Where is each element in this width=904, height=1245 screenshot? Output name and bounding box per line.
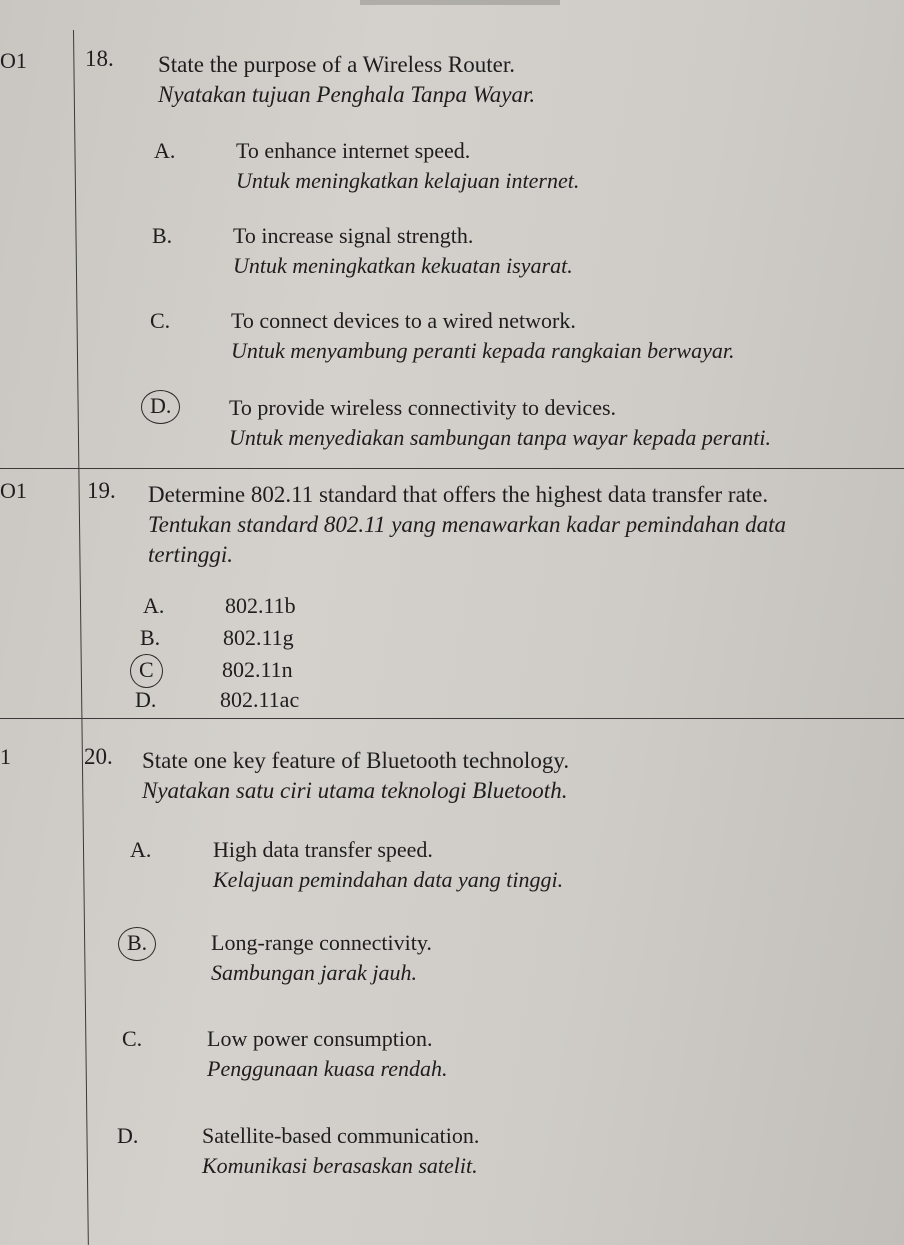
option-text-my: Untuk menyambung peranti kepada rangkaian berwayar. [231,338,735,363]
option-text-en: Satellite-based communication. [202,1123,480,1148]
question-text-en: State the purpose of a Wireless Router. [158,52,515,77]
option-d [220,685,299,715]
option-text-en: Long-range connectivity. [211,930,432,955]
question-number: 19. [87,478,116,503]
question-text-my: Nyatakan tujuan Penghala Tanpa Wayar. [158,82,536,107]
option-text-my: Untuk meningkatkan kekuatan isyarat. [233,253,573,278]
answer-circle-mark: D. [141,390,180,424]
question-number: 18. [85,46,114,71]
option-text-my: Penggunaan kuasa rendah. [207,1056,448,1081]
option-text-en: Low power consumption. [207,1026,433,1051]
option-b [233,221,573,281]
option-letter: A. [154,138,176,163]
question-number: 20. [84,744,113,769]
option-letter: C. [150,308,171,333]
question-text-en: Determine 802.11 standard that offers the highest data transfer rate. [148,482,769,507]
top-edge-mark [360,0,560,5]
question-18-text [158,50,535,110]
option-text-my: Untuk meningkatkan kelajuan internet. [236,168,580,193]
option-letter: C. [122,1026,143,1051]
option-c [231,306,734,366]
question-text-en: State one key feature of Bluetooth technology. [142,748,570,773]
option-letter: A. [143,593,165,618]
option-letter: D. [135,687,157,712]
option-text-en: 802.11b [225,593,296,618]
answer-circle-mark: B. [118,927,156,961]
option-a [213,835,563,895]
option-text-en: High data transfer speed. [213,837,433,862]
question-code: O1 [0,48,27,73]
margin-column-line [73,30,89,1245]
option-letter: B. [152,223,173,248]
option-d [202,1121,479,1181]
option-letter [139,657,163,688]
option-letter: D. [117,1123,139,1148]
question-text-my: Tentukan standard 802.11 yang menawarkan kadar pemindahan data [148,512,787,537]
option-text-en: 802.11n [222,657,293,682]
option-b [211,928,432,988]
option-letter: B. [140,625,161,650]
option-d [229,393,771,453]
question-20-text [142,746,569,806]
question-19-text [148,480,786,570]
question-text-my: Nyatakan satu ciri utama teknologi Bluetooth. [142,778,568,803]
row-divider [0,718,904,719]
answer-circle-mark: C [130,654,163,688]
question-code: 1 [0,744,11,769]
row-divider [0,468,904,469]
option-a [225,591,296,621]
option-text-my: Sambungan jarak jauh. [211,960,417,985]
option-c [207,1024,448,1084]
option-c [222,655,293,685]
option-b [223,623,294,653]
option-letter: A. [130,837,152,862]
option-text-en: 802.11ac [220,687,300,712]
option-a [236,136,579,196]
option-text-en: To enhance internet speed. [236,138,471,163]
option-letter [150,393,180,424]
question-text-my-cont: tertinggi. [148,542,233,567]
option-text-en: To increase signal strength. [233,223,474,248]
option-text-my: Untuk menyediakan sambungan tanpa wayar kepada peranti. [229,425,771,450]
question-code: O1 [0,478,27,503]
option-text-my: Kelajuan pemindahan data yang tinggi. [213,867,564,892]
option-text-en: 802.11g [223,625,294,650]
option-text-en: To connect devices to a wired network. [231,308,576,333]
option-text-en: To provide wireless connectivity to devices. [229,395,617,420]
option-letter [127,930,156,961]
option-text-my: Komunikasi berasaskan satelit. [202,1153,478,1178]
